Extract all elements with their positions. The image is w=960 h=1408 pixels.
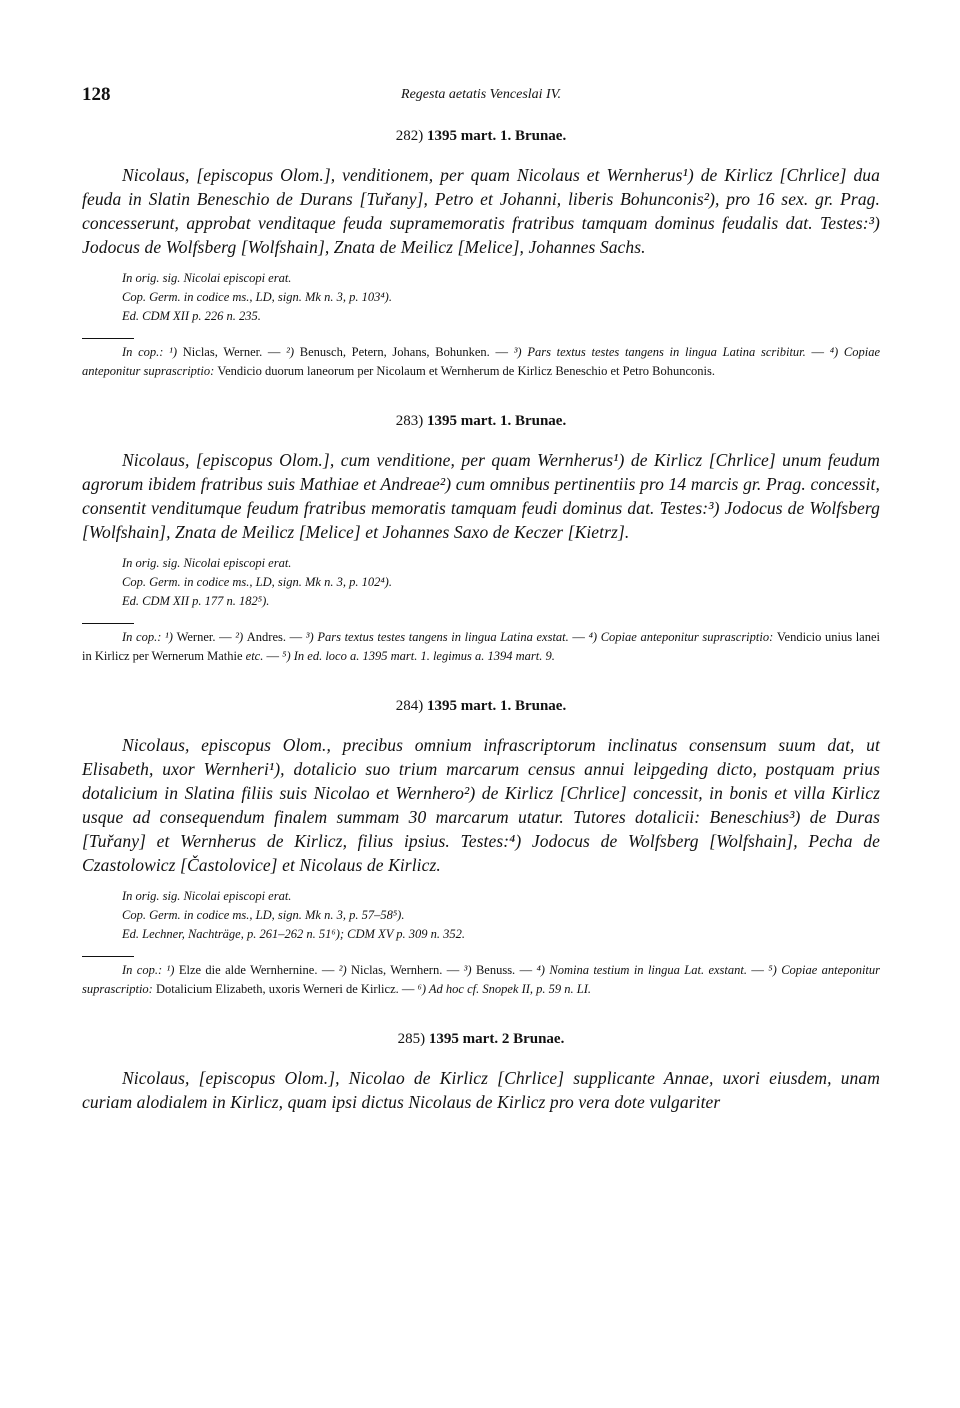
entry-number: 285) bbox=[397, 1031, 426, 1047]
note-marker: ⁵) bbox=[282, 649, 294, 663]
note-marker: ³) bbox=[463, 963, 476, 977]
note-separator: — bbox=[263, 649, 283, 663]
regest-entry-283 bbox=[82, 413, 880, 666]
note-text: Nomina testium in lingua Lat. exstant. bbox=[549, 963, 747, 977]
note-marker: ⁶) bbox=[417, 982, 429, 996]
entry-text: Nicolaus, [episcopus Olom.], venditionem, per quam Nicolaus et Wernherus¹) de Kirlicz [Chrlice] dua feuda in Slatin Beneschio de Durans [Tuřany], Petro et Johanni, liberis Bohunconis²), pro 16 sex. gr. Prag. concesserunt, approbat venditaque feuda supramemoratis fratribus tamquam dominus feudalis dat. Testes:³) Jodocus de Wolfsberg [Wolfshain], Znata de Meilicz [Melice], Johannes Sachs. bbox=[82, 165, 880, 257]
page-header bbox=[82, 84, 880, 114]
note-text: Andres. — bbox=[246, 630, 306, 644]
note-text: Elze die alde Wernhernine. — bbox=[178, 963, 339, 977]
note-marker: ³) bbox=[513, 345, 528, 359]
note-marker: ⁴) bbox=[536, 963, 550, 977]
note-text: Copiae anteponitur suprascriptio: bbox=[82, 963, 881, 996]
entry-date: 1395 mart. 1. Brunae. bbox=[427, 698, 567, 714]
apparatus-line: Cop. Germ. in codice ms., LD, sign. Mk n. 3, p. 103⁴). bbox=[122, 290, 392, 304]
note-marker: ²) bbox=[338, 963, 352, 977]
entry-apparatus bbox=[122, 887, 880, 944]
apparatus-line: Cop. Germ. in codice ms., LD, sign. Mk n. 3, p. 57–58⁵). bbox=[122, 908, 405, 922]
footnote-rule bbox=[82, 338, 134, 339]
page-number: 128 bbox=[82, 84, 111, 105]
note-text: Pars textus testes tangens in lingua Latina scribitur. bbox=[527, 345, 806, 359]
entry-number: 284) bbox=[395, 698, 424, 714]
note-text: Benuss. — bbox=[475, 963, 537, 977]
entry-apparatus bbox=[122, 269, 880, 326]
note-text: In ed. loco a. 1395 mart. 1. legimus a. 1394 mart. 9. bbox=[293, 649, 555, 663]
note-separator: — bbox=[747, 963, 769, 977]
apparatus-line: Ed. Lechner, Nachträge, p. 261–262 n. 51⁶); CDM XV p. 309 n. 352. bbox=[122, 927, 465, 941]
note-marker: ¹) bbox=[169, 345, 183, 359]
note-label: In cop.: bbox=[122, 630, 166, 644]
note-text: Werner. — bbox=[176, 630, 236, 644]
footnote-rule bbox=[82, 623, 134, 624]
note-text: Vendicio unius lanei in Kirlicz per Wernerum Mathie bbox=[82, 630, 880, 663]
note-text: Benusch, Petern, Johans, Bohunken. — bbox=[299, 345, 514, 359]
note-text: Copiae anteponitur suprascriptio: bbox=[82, 345, 881, 378]
regest-entry-284 bbox=[82, 698, 880, 999]
apparatus-line: In orig. sig. Nicolai episcopi erat. bbox=[122, 889, 292, 903]
note-marker: ³) bbox=[305, 630, 318, 644]
note-text: Niclas, Werner. — bbox=[182, 345, 287, 359]
entry-number: 282) bbox=[395, 128, 424, 144]
running-title: Regesta aetatis Venceslai IV. bbox=[401, 87, 561, 102]
entry-footnotes bbox=[82, 628, 880, 666]
entry-footnotes bbox=[82, 343, 880, 381]
note-marker: ¹) bbox=[166, 963, 179, 977]
note-label: In cop.: bbox=[122, 345, 170, 359]
note-separator: — bbox=[568, 630, 589, 644]
regest-entry-282 bbox=[82, 128, 880, 381]
entry-text: Nicolaus, episcopus Olom., precibus omnium infrascriptorum inclinatus consensum suum dat, ut Elisabeth, uxor Wernheri¹), dotalicio suo trium marcarum census annui leipgeding dicto, postquam prius dotalicium in Slatina filiis suis Nicolao et Wernhero²) de Kirlicz [Chrlice] concessit, in bonis et villa Kirlicz usque ad consequendum finalem summam 30 marcarum utatur. Tutores dotalicii: Beneschius³) de Duras [Tuřany] et Wernherus de Kirlicz, filius ipsius. Testes:⁴) Jodocus de Wolfsberg [Wolfshain], Pecha de Czastolowicz [Častolovice] et Nicolaus de Kirlicz. bbox=[82, 735, 880, 875]
apparatus-line: In orig. sig. Nicolai episcopi erat. bbox=[122, 556, 292, 570]
entry-apparatus bbox=[122, 554, 880, 611]
note-marker: ⁴) bbox=[829, 345, 844, 359]
entry-number: 283) bbox=[395, 413, 424, 429]
note-text: Ad hoc cf. Snopek II, p. 59 n. LI. bbox=[428, 982, 592, 996]
footnote-rule bbox=[82, 956, 134, 957]
entry-footnotes bbox=[82, 961, 880, 999]
note-marker: ⁴) bbox=[588, 630, 601, 644]
note-label: In cop.: bbox=[122, 963, 167, 977]
apparatus-line: In orig. sig. Nicolai episcopi erat. bbox=[122, 271, 292, 285]
note-separator: — bbox=[805, 345, 830, 359]
apparatus-line: Ed. CDM XII p. 226 n. 235. bbox=[122, 309, 261, 323]
entry-heading bbox=[82, 1031, 880, 1048]
entry-heading bbox=[82, 128, 880, 145]
apparatus-line: Ed. CDM XII p. 177 n. 182⁵). bbox=[122, 594, 270, 608]
regest-entry-285 bbox=[82, 1031, 880, 1114]
note-text: Copiae anteponitur suprascriptio: bbox=[600, 630, 777, 644]
note-text: Vendicio duorum laneorum per Nicolaum et Wernherum de Kirlicz Beneschio et Petro Bohunconis. bbox=[217, 364, 716, 378]
note-text: Pars textus testes tangens in lingua Latina exstat. bbox=[317, 630, 569, 644]
entry-date: 1395 mart. 1. Brunae. bbox=[427, 128, 567, 144]
note-marker: ¹) bbox=[165, 630, 177, 644]
entry-date: 1395 mart. 1. Brunae. bbox=[427, 413, 567, 429]
note-marker: ²) bbox=[235, 630, 247, 644]
note-text: etc. bbox=[245, 649, 264, 663]
entry-text: Nicolaus, [episcopus Olom.], Nicolao de Kirlicz [Chrlice] supplicante Annae, uxori eiusdem, unam curiam alodialem in Kirlicz, quam ipsi dictus Nicolaus de Kirlicz pro vera dote vulgariter bbox=[82, 1068, 880, 1112]
note-text: Dotalicium Elizabeth, uxoris Werneri de Kirlicz. — bbox=[155, 982, 418, 996]
entry-date: 1395 mart. 2 Brunae. bbox=[428, 1031, 565, 1047]
document-page bbox=[82, 84, 880, 1146]
note-marker: ²) bbox=[286, 345, 300, 359]
note-text: Niclas, Wernhern. — bbox=[351, 963, 464, 977]
note-marker: ⁵) bbox=[768, 963, 782, 977]
apparatus-line: Cop. Germ. in codice ms., LD, sign. Mk n. 3, p. 102⁴). bbox=[122, 575, 392, 589]
entry-text: Nicolaus, [episcopus Olom.], cum venditione, per quam Wernherus¹) de Kirlicz [Chrlice] unum feudum agrorum ibidem fratribus suis Mathiae et Andreae²) cum omnibus pertinentiis pro 14 marcis gr. Prag. concessit, consentit venditumque feudum fratribus memoratis tamquam feudi dominus dat. Testes:³) Jodocus de Wolfsberg [Wolfshain], Znata de Meilicz [Melice] et Johannes Saxo de Keczer [Kietrz]. bbox=[82, 450, 880, 542]
entry-heading bbox=[82, 698, 880, 715]
entry-heading bbox=[82, 413, 880, 430]
